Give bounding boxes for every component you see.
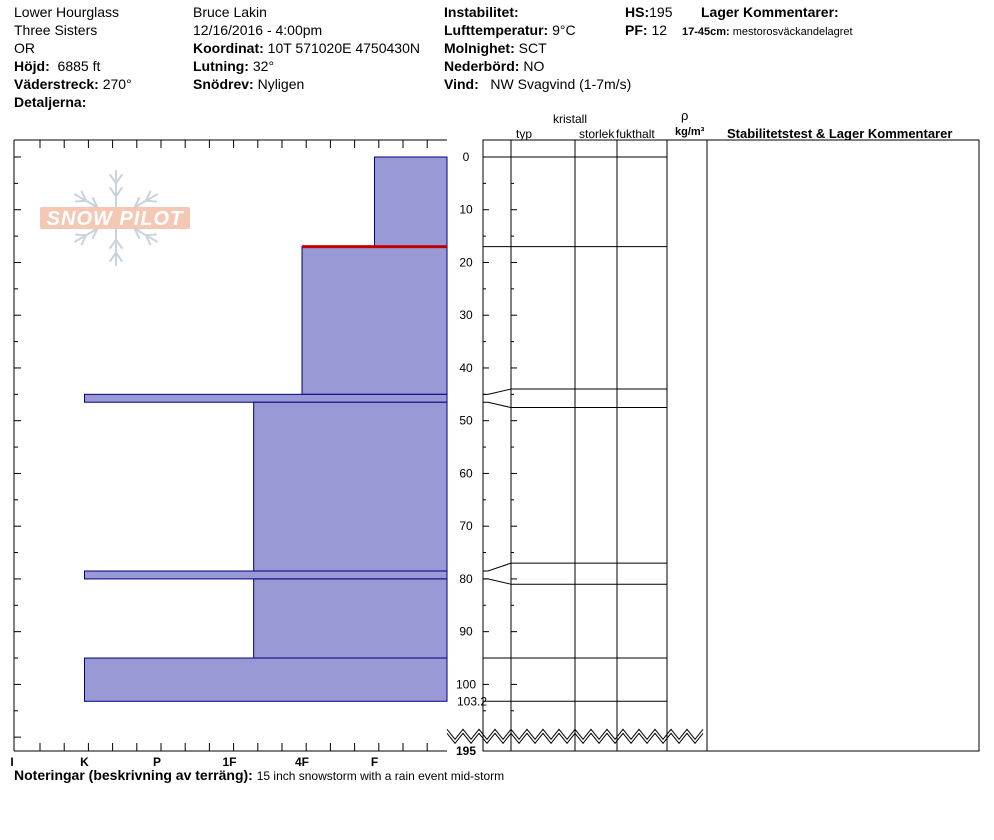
hs-value: 195 [649,4,673,20]
drift-value: Nyligen [257,76,305,92]
layer-comment-text: mestorosväckandelagret [732,26,853,38]
wind-label: Vind: [444,76,479,92]
hardness-axis-label: 4F [294,755,310,769]
depth-axis-label: 20 [459,255,473,270]
depth-axis-label: 60 [459,466,473,481]
wind-value: NW Svagvind (1-7m/s) [490,76,632,92]
col-crystal-header: kristall [553,112,588,126]
snowflake-branch [146,201,157,202]
depth-axis-label: 50 [459,413,473,428]
total-height-label: 195 [455,744,477,758]
col-moisture-header: fukthalt [616,127,655,141]
snowflake-branch [146,234,157,235]
notes-label: Noteringar (beskrivning av terräng): [14,767,253,783]
depth-axis-label: 10 [459,202,473,217]
logo-text: SNOW PILOT [46,208,184,230]
elevation-label: Höjd: [14,58,50,74]
col-rho-header: ρ [681,108,689,123]
weak-layer-marker [302,245,447,248]
aspect-label: Väderstreck: [14,76,99,92]
layer-connector [483,402,511,407]
coordinate-label: Koordinat: [193,40,264,56]
elevation-value: 6885 ft [57,58,101,74]
hardness-axis-label: I [10,755,14,769]
drift-label: Snödrev: [193,76,254,92]
depth-axis-label: 40 [459,360,473,375]
hardness-layer-bar [254,579,447,658]
location-name: Lower Hourglass [14,4,120,20]
hardness-axis-label: F [370,755,379,769]
sky-label: Molnighet: [444,40,515,56]
precip-label: Nederbörd: [444,58,520,74]
notes-text: 15 inch snowstorm with a rain event mid-storm [256,769,505,783]
depth-axis-label: 70 [459,519,473,534]
bottom-depth-label: 103.2 [456,694,488,709]
area-name: Three Sisters [14,22,98,38]
airtemp-value: 9°C [552,22,576,38]
col-stability-header: Stabilitetstest & Lager Kommentarer [727,126,953,141]
depth-axis-label: 80 [459,571,473,586]
layer-connector [483,579,511,584]
hardness-axis-label: K [80,755,89,769]
layer-comments-label: Lager Kommentarer: [701,4,839,20]
depth-axis-label: 30 [459,308,473,323]
slope-value: 32° [252,58,275,74]
hardness-axis-label: 1F [222,755,237,769]
coordinate-value: 10T 571020E 4750430N [267,40,420,56]
slope-label: Lutning: [193,58,249,74]
hardness-layer-bar [302,247,447,395]
airtemp-label: Lufttemperatur: [444,22,549,38]
layer-table-frame [483,140,979,751]
col-size-header: storlek [579,127,615,141]
pf-value: 12 [651,22,668,38]
hardness-layer-bar [375,157,448,247]
hs-label: HS: [625,4,650,20]
sky-value: SCT [518,40,547,56]
depth-axis-label: 0 [462,150,470,164]
layer-connector [483,563,511,571]
instability-label: Instabilitet: [444,4,519,20]
layer-comment-range: 17-45cm: [682,26,730,38]
depth-axis-label: 90 [459,624,473,639]
precip-value: NO [523,58,545,74]
aspect-value: 270° [102,76,132,92]
depth-axis-label: 100 [455,677,477,692]
hardness-axis-label: P [152,755,162,769]
col-density-unit: kg/m³ [675,126,705,138]
snowpilot-logo [40,170,190,266]
snowflake-branch [75,201,86,202]
snowflake-branch [75,234,86,235]
col-type-header: typ [516,127,533,141]
hardness-layer-bar [85,658,448,701]
observation-datetime: 12/16/2016 - 4:00pm [193,22,323,38]
hardness-layer-bar [254,402,447,571]
details-label: Detaljerna: [14,94,87,110]
pf-label: PF: [625,22,648,38]
observer-name: Bruce Lakin [193,4,267,20]
hardness-layer-bar [85,571,448,579]
hardness-layer-bar [85,394,448,402]
state-name: OR [14,40,35,56]
layer-connector [483,389,511,394]
